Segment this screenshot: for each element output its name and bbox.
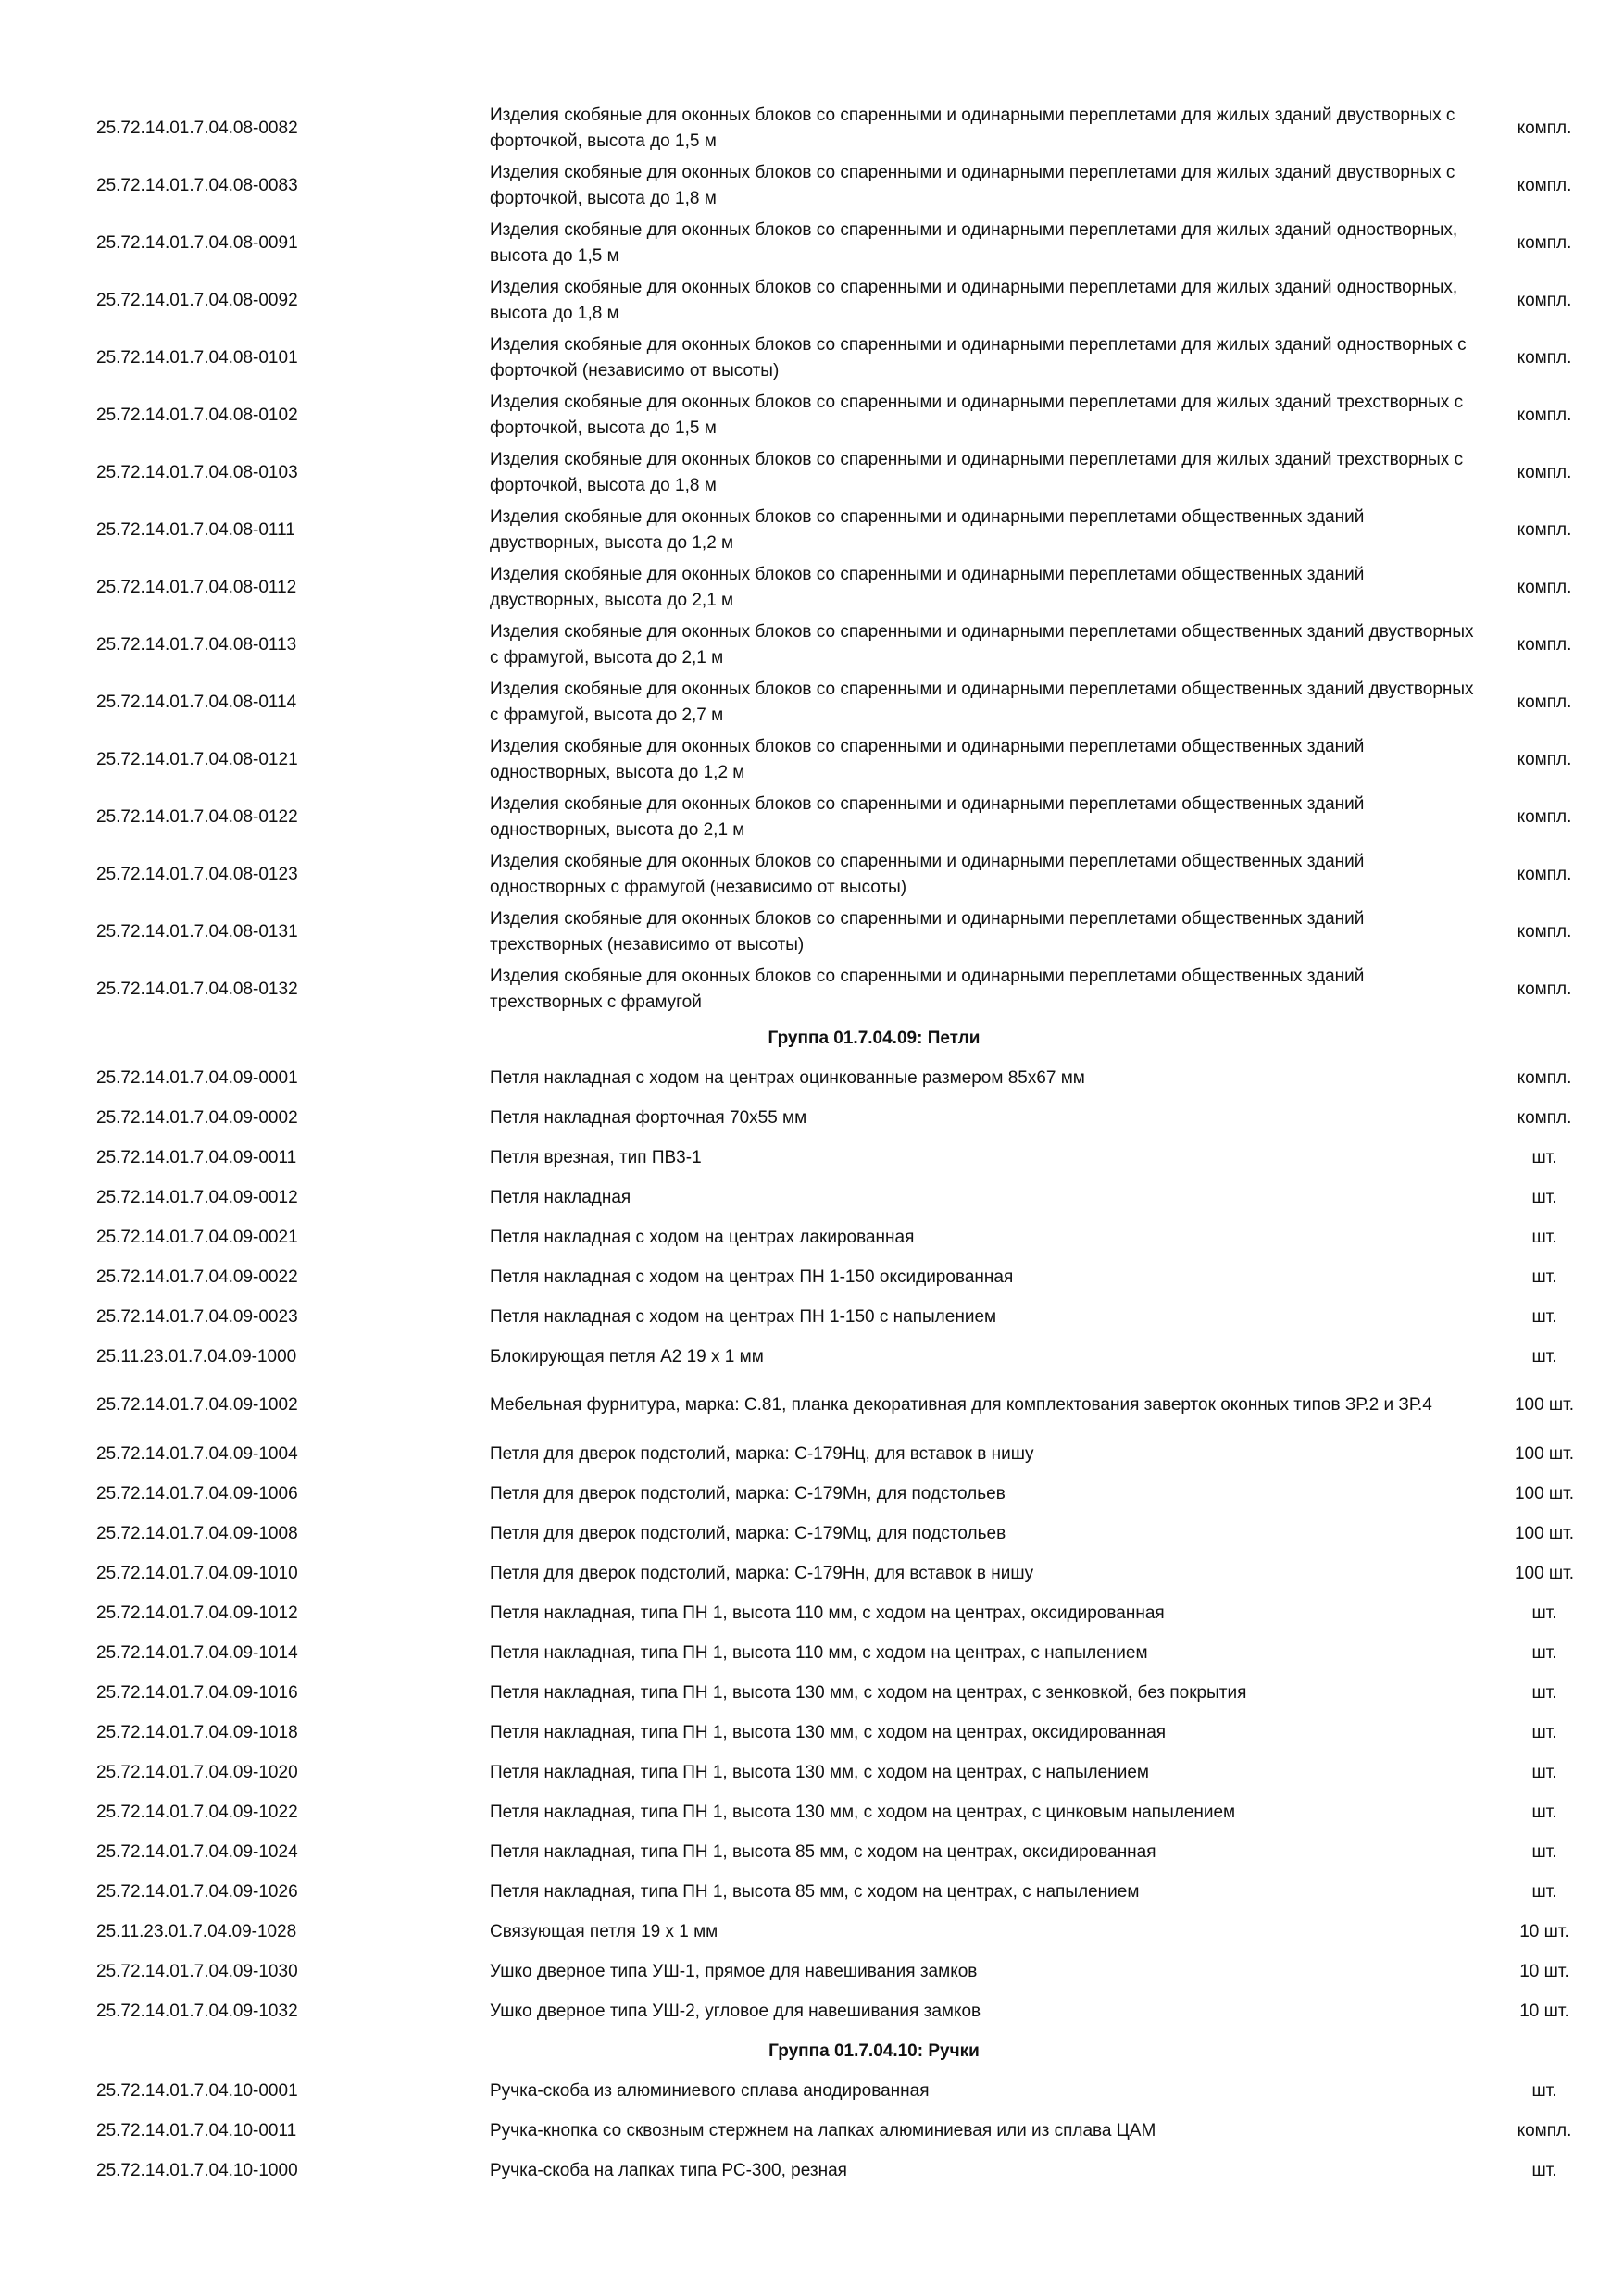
item-unit: 100 шт. bbox=[1514, 1563, 1575, 1583]
table-row bbox=[96, 1138, 1596, 1178]
item-unit: шт. bbox=[1531, 1802, 1557, 1822]
table-row bbox=[96, 1178, 1596, 1217]
item-name: Изделия скобяные для оконных блоков со спаренными и одинарными переплетами общественных зданий трехстворных с фрамугой bbox=[490, 967, 1365, 1012]
item-code: 25.72.14.01.7.04.09-1016 bbox=[96, 1682, 298, 1703]
table-row bbox=[96, 674, 1596, 731]
item-code: 25.72.14.01.7.04.09-1004 bbox=[96, 1443, 298, 1464]
item-code: 25.72.14.01.7.04.09-0011 bbox=[96, 1147, 297, 1167]
table-row bbox=[96, 157, 1596, 215]
table-row bbox=[96, 1912, 1596, 1952]
table-row bbox=[96, 617, 1596, 674]
group-heading bbox=[96, 1018, 1596, 1058]
item-unit: 100 шт. bbox=[1514, 1483, 1575, 1504]
item-code: 25.72.14.01.7.04.08-0102 bbox=[96, 406, 298, 425]
item-name: Петля накладная с ходом на центрах оцинкованные размером 85х67 мм bbox=[490, 1067, 1085, 1088]
item-code: 25.72.14.01.7.04.08-0122 bbox=[96, 807, 298, 827]
item-unit: шт. bbox=[1531, 1881, 1557, 1902]
item-name: Изделия скобяные для оконных блоков со спаренными и одинарными переплетами для жилых зданий одностворных, высота до 1,5 м bbox=[490, 220, 1458, 266]
item-code: 25.72.14.01.7.04.08-0083 bbox=[96, 176, 298, 195]
table-row bbox=[96, 1297, 1596, 1337]
item-code: 25.72.14.01.7.04.09-1020 bbox=[96, 1762, 298, 1782]
table-row bbox=[96, 731, 1596, 789]
table-row bbox=[96, 2071, 1596, 2111]
item-code: 25.72.14.01.7.04.08-0101 bbox=[96, 348, 298, 368]
item-code: 25.72.14.01.7.04.08-0114 bbox=[96, 693, 297, 712]
table-row bbox=[96, 904, 1596, 961]
item-code: 25.72.14.01.7.04.09-1032 bbox=[96, 2001, 298, 2021]
item-name: Петля накладная с ходом на центрах ПН 1-150 с напылением bbox=[490, 1306, 997, 1327]
item-name: Петля накладная, типа ПН 1, высота 85 мм, с ходом на центрах, оксидированная bbox=[490, 1841, 1156, 1862]
table-row bbox=[96, 1514, 1596, 1554]
group-title: Группа 01.7.04.10: Ручки bbox=[768, 2040, 980, 2061]
item-name: Петля накладная, типа ПН 1, высота 85 мм, с ходом на центрах, с напылением bbox=[490, 1881, 1140, 1902]
item-unit: 100 шт. bbox=[1514, 1523, 1575, 1543]
item-unit: компл. bbox=[1517, 119, 1572, 138]
item-unit: компл. bbox=[1517, 922, 1572, 942]
item-unit: шт. bbox=[1531, 1722, 1557, 1742]
item-unit: компл. bbox=[1517, 520, 1572, 540]
table-row bbox=[96, 1952, 1596, 1991]
table-row bbox=[96, 215, 1596, 272]
table-row bbox=[96, 1474, 1596, 1514]
item-code: 25.72.14.01.7.04.09-0023 bbox=[96, 1306, 298, 1327]
item-name: Блокирующая петля А2 19 х 1 мм bbox=[490, 1346, 764, 1366]
item-name: Петля накладная с ходом на центрах лакированная bbox=[490, 1227, 915, 1247]
item-unit: компл. bbox=[1517, 1107, 1572, 1128]
item-unit: компл. bbox=[1517, 291, 1572, 310]
item-unit: 10 шт. bbox=[1519, 1961, 1569, 1981]
item-name: Петля накладная, типа ПН 1, высота 130 мм, с ходом на центрах, с цинковым напылением bbox=[490, 1802, 1236, 1822]
table-row bbox=[96, 272, 1596, 330]
table-row bbox=[96, 559, 1596, 617]
table-row bbox=[96, 961, 1596, 1018]
item-name: Изделия скобяные для оконных блоков со спаренными и одинарными переплетами общественных зданий двустворных, высота до 1,2 м bbox=[490, 507, 1365, 553]
item-name: Изделия скобяные для оконных блоков со спаренными и одинарными переплетами общественных зданий двустворных с фрамугой, высота до 2,7 м bbox=[490, 680, 1474, 725]
item-unit: шт. bbox=[1531, 1267, 1557, 1287]
table-row bbox=[96, 387, 1596, 444]
item-code: 25.72.14.01.7.04.10-0011 bbox=[96, 2120, 297, 2140]
table-row bbox=[96, 1991, 1596, 2031]
item-name: Ушко дверное типа УШ-1, прямое для навешивания замков bbox=[490, 1961, 978, 1981]
table-row bbox=[96, 444, 1596, 502]
item-name: Изделия скобяные для оконных блоков со спаренными и одинарными переплетами для жилых зданий одностворных, высота до 1,8 м bbox=[490, 278, 1458, 323]
item-unit: компл. bbox=[1517, 463, 1572, 482]
table-row bbox=[96, 1098, 1596, 1138]
item-code: 25.72.14.01.7.04.09-1024 bbox=[96, 1841, 298, 1862]
item-code: 25.72.14.01.7.04.09-0012 bbox=[96, 1187, 298, 1207]
item-name: Изделия скобяные для оконных блоков со спаренными и одинарными переплетами общественных зданий одностворных, высота до 2,1 м bbox=[490, 794, 1365, 840]
item-unit: шт. bbox=[1531, 1306, 1557, 1327]
item-unit: компл. bbox=[1517, 750, 1572, 769]
item-name: Петля накладная, типа ПН 1, высота 110 мм, с ходом на центрах, оксидированная bbox=[490, 1603, 1165, 1623]
item-code: 25.72.14.01.7.04.09-0021 bbox=[96, 1227, 298, 1247]
item-unit: компл. bbox=[1517, 635, 1572, 655]
item-unit: компл. bbox=[1517, 1067, 1572, 1088]
item-code: 25.72.14.01.7.04.09-1010 bbox=[96, 1563, 298, 1583]
item-code: 25.72.14.01.7.04.09-0002 bbox=[96, 1107, 298, 1128]
item-unit: шт. bbox=[1531, 1762, 1557, 1782]
table-row bbox=[96, 100, 1596, 157]
table-row bbox=[96, 1713, 1596, 1753]
item-code: 25.72.14.01.7.04.08-0132 bbox=[96, 980, 298, 999]
table-row bbox=[96, 1633, 1596, 1673]
item-unit: шт. bbox=[1531, 1642, 1557, 1663]
item-unit: компл. bbox=[1517, 578, 1572, 597]
item-code: 25.72.14.01.7.04.09-1030 bbox=[96, 1961, 298, 1981]
item-code: 25.72.14.01.7.04.09-1026 bbox=[96, 1881, 298, 1902]
item-code: 25.72.14.01.7.04.08-0112 bbox=[96, 578, 297, 597]
table-row bbox=[96, 1337, 1596, 1377]
item-name: Петля накладная, типа ПН 1, высота 130 мм, с ходом на центрах, с напылением bbox=[490, 1762, 1149, 1782]
table-row bbox=[96, 1593, 1596, 1633]
item-code: 25.72.14.01.7.04.08-0082 bbox=[96, 119, 298, 138]
item-unit: шт. bbox=[1531, 2080, 1557, 2101]
item-code: 25.72.14.01.7.04.09-1008 bbox=[96, 1523, 298, 1543]
item-name: Петля для дверок подстолий, марка: С-179Мн, для подстольев bbox=[490, 1483, 1006, 1504]
item-unit: компл. bbox=[1517, 865, 1572, 884]
item-code: 25.72.14.01.7.04.09-1018 bbox=[96, 1722, 298, 1742]
item-unit: шт. bbox=[1531, 1227, 1557, 1247]
item-code: 25.72.14.01.7.04.08-0121 bbox=[96, 750, 298, 769]
item-code: 25.72.14.01.7.04.09-1014 bbox=[96, 1642, 298, 1663]
item-unit: шт. bbox=[1531, 1682, 1557, 1703]
item-name: Ушко дверное типа УШ-2, угловое для навешивания замков bbox=[490, 2001, 981, 2021]
item-unit: 100 шт. bbox=[1514, 1443, 1575, 1464]
item-code: 25.72.14.01.7.04.09-0022 bbox=[96, 1267, 298, 1287]
table-row bbox=[96, 2111, 1596, 2151]
group-title: Группа 01.7.04.09: Петли bbox=[768, 1028, 981, 1048]
item-unit: компл. bbox=[1517, 233, 1572, 253]
item-name: Ручка-скоба из алюминиевого сплава анодированная bbox=[490, 2080, 930, 2101]
item-code: 25.72.14.01.7.04.10-0001 bbox=[96, 2080, 298, 2101]
item-code: 25.11.23.01.7.04.09-1028 bbox=[96, 1921, 297, 1941]
item-unit: шт. bbox=[1531, 1147, 1557, 1167]
table-row bbox=[96, 1673, 1596, 1713]
table-row bbox=[96, 1792, 1596, 1832]
item-code: 25.72.14.01.7.04.10-1000 bbox=[96, 2160, 298, 2180]
price-list-document bbox=[96, 100, 1596, 2190]
item-name: Изделия скобяные для оконных блоков со спаренными и одинарными переплетами для жилых зданий одностворных с форточкой (независимо от высоты) bbox=[490, 335, 1467, 381]
item-name: Изделия скобяные для оконных блоков со спаренными и одинарными переплетами для жилых зданий двустворных с форточкой, высота до 1,8 м bbox=[490, 163, 1455, 208]
item-name: Изделия скобяные для оконных блоков со спаренными и одинарными переплетами общественных зданий одностворных с фрамугой (независимо от высоты) bbox=[490, 852, 1365, 897]
item-name: Изделия скобяные для оконных блоков со спаренными и одинарными переплетами для жилых зданий трехстворных с форточкой, высота до 1,8 м bbox=[490, 450, 1464, 495]
table-row bbox=[96, 1434, 1596, 1474]
item-unit: шт. bbox=[1531, 1346, 1557, 1366]
item-name: Петля для дверок подстолий, марка: С-179Мц, для подстольев bbox=[490, 1523, 1006, 1543]
item-unit: 10 шт. bbox=[1519, 2001, 1569, 2021]
item-unit: 100 шт. bbox=[1514, 1395, 1575, 1415]
item-code: 25.72.14.01.7.04.09-0001 bbox=[96, 1067, 298, 1088]
item-code: 25.11.23.01.7.04.09-1000 bbox=[96, 1346, 297, 1366]
item-code: 25.72.14.01.7.04.08-0091 bbox=[96, 233, 298, 253]
table-row bbox=[96, 1832, 1596, 1872]
item-code: 25.72.14.01.7.04.08-0111 bbox=[96, 520, 295, 540]
item-code: 25.72.14.01.7.04.08-0113 bbox=[96, 635, 297, 655]
item-name: Изделия скобяные для оконных блоков со спаренными и одинарными переплетами для жилых зданий двустворных с форточкой, высота до 1,5 м bbox=[490, 106, 1455, 151]
item-unit: компл. bbox=[1517, 348, 1572, 368]
item-code: 25.72.14.01.7.04.08-0123 bbox=[96, 865, 298, 884]
table-row bbox=[96, 846, 1596, 904]
item-unit: шт. bbox=[1531, 1187, 1557, 1207]
table-row bbox=[96, 1257, 1596, 1297]
table-row bbox=[96, 1377, 1596, 1434]
item-code: 25.72.14.01.7.04.08-0131 bbox=[96, 922, 298, 942]
table-row bbox=[96, 502, 1596, 559]
item-code: 25.72.14.01.7.04.09-1012 bbox=[96, 1603, 298, 1623]
item-unit: компл. bbox=[1517, 406, 1572, 425]
item-name: Изделия скобяные для оконных блоков со спаренными и одинарными переплетами общественных зданий двустворных с фрамугой, высота до 2,1 м bbox=[490, 622, 1474, 668]
item-name: Изделия скобяные для оконных блоков со спаренными и одинарными переплетами общественных зданий трехстворных (независимо от высоты) bbox=[490, 909, 1365, 955]
item-unit: шт. bbox=[1531, 1841, 1557, 1862]
item-name: Ручка-скоба на лапках типа РС-300, резная bbox=[490, 2160, 847, 2180]
item-name: Петля накладная bbox=[490, 1187, 631, 1207]
item-name: Петля накладная, типа ПН 1, высота 130 мм, с ходом на центрах, оксидированная bbox=[490, 1722, 1167, 1742]
item-unit: компл. bbox=[1517, 980, 1572, 999]
item-name: Петля для дверок подстолий, марка: С-179Нн, для вставок в нишу bbox=[490, 1563, 1034, 1583]
item-name: Петля врезная, тип ПВ3-1 bbox=[490, 1147, 702, 1167]
table-row bbox=[96, 1872, 1596, 1912]
table-row bbox=[96, 789, 1596, 846]
item-code: 25.72.14.01.7.04.09-1006 bbox=[96, 1483, 298, 1504]
item-code: 25.72.14.01.7.04.09-1022 bbox=[96, 1802, 298, 1822]
table-row bbox=[96, 2151, 1596, 2190]
item-unit: компл. bbox=[1517, 807, 1572, 827]
table-row bbox=[96, 1753, 1596, 1792]
item-name: Ручка-кнопка со сквозным стержнем на лапках алюминиевая или из сплава ЦАМ bbox=[490, 2120, 1156, 2140]
item-code: 25.72.14.01.7.04.08-0092 bbox=[96, 291, 298, 310]
item-unit: шт. bbox=[1531, 2160, 1557, 2180]
item-name: Петля накладная с ходом на центрах ПН 1-150 оксидированная bbox=[490, 1267, 1014, 1287]
item-unit: компл. bbox=[1517, 176, 1572, 195]
table-row bbox=[96, 1554, 1596, 1593]
item-name: Связующая петля 19 х 1 мм bbox=[490, 1921, 718, 1941]
table-row bbox=[96, 1217, 1596, 1257]
item-name: Петля накладная, типа ПН 1, высота 130 мм, с ходом на центрах, с зенковкой, без покрытия bbox=[490, 1682, 1247, 1703]
item-unit: шт. bbox=[1531, 1603, 1557, 1623]
item-name: Петля накладная форточная 70х55 мм bbox=[490, 1107, 807, 1128]
item-name: Петля накладная, типа ПН 1, высота 110 мм, с ходом на центрах, с напылением bbox=[490, 1642, 1148, 1663]
item-unit: компл. bbox=[1517, 693, 1572, 712]
table-row bbox=[96, 330, 1596, 387]
item-name: Изделия скобяные для оконных блоков со спаренными и одинарными переплетами общественных зданий одностворных, высота до 1,2 м bbox=[490, 737, 1365, 782]
item-unit: 10 шт. bbox=[1519, 1921, 1569, 1941]
item-name: Петля для дверок подстолий, марка: С-179Нц, для вставок в нишу bbox=[490, 1443, 1034, 1464]
item-name: Мебельная фурнитура, марка: С.81, планка декоративная для комплектования заверток оконных типов ЗР.2 и ЗР.4 bbox=[490, 1395, 1432, 1415]
group-heading bbox=[96, 2031, 1596, 2071]
item-unit: компл. bbox=[1517, 2120, 1572, 2140]
item-code: 25.72.14.01.7.04.09-1002 bbox=[96, 1395, 298, 1415]
item-code: 25.72.14.01.7.04.08-0103 bbox=[96, 463, 298, 482]
table-row bbox=[96, 1058, 1596, 1098]
item-name: Изделия скобяные для оконных блоков со спаренными и одинарными переплетами общественных зданий двустворных, высота до 2,1 м bbox=[490, 565, 1365, 610]
item-name: Изделия скобяные для оконных блоков со спаренными и одинарными переплетами для жилых зданий трехстворных с форточкой, высота до 1,5 м bbox=[490, 393, 1464, 438]
